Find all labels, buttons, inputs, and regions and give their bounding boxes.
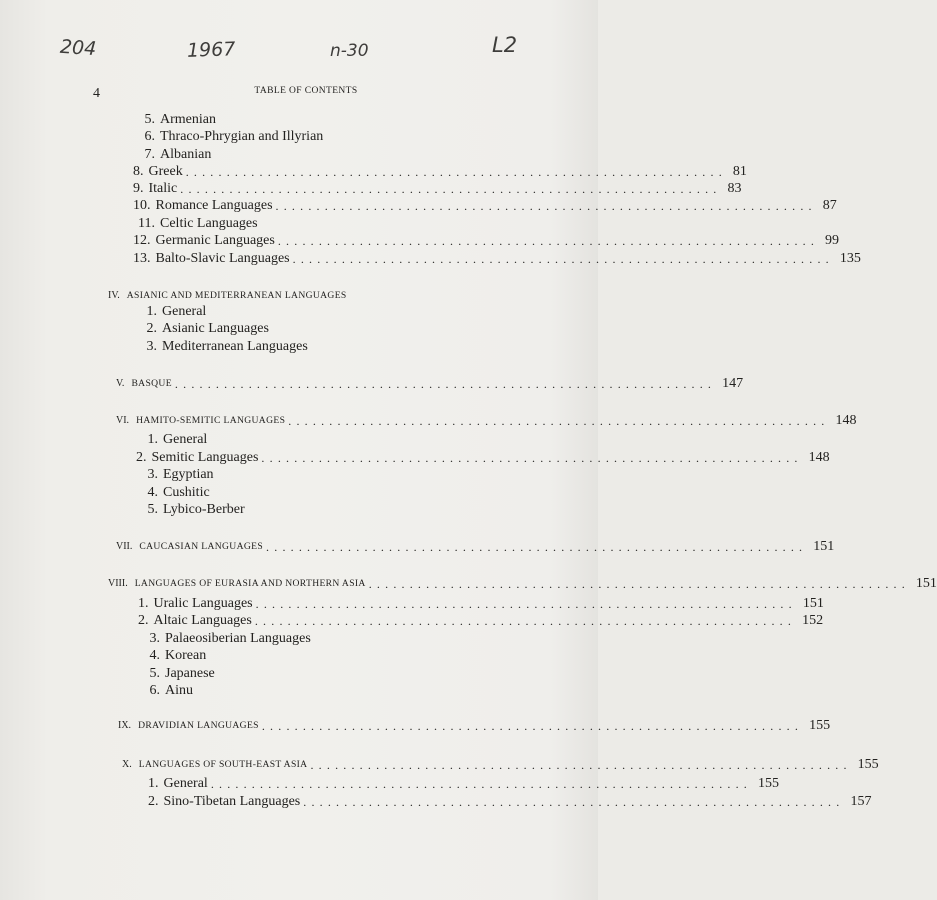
toc-entry: 5. Armenian xyxy=(144,112,216,127)
toc-entry: 13. Balto-Slavic Languages .................................................................. 135 xyxy=(133,251,861,266)
page-ref: 151 xyxy=(915,576,937,591)
toc-section: VII. CAUCASIAN LANGUAGES .................................................................. 151 xyxy=(116,539,835,554)
dot-leader: .................................................................. xyxy=(180,182,722,196)
toc-entry: 10. Romance Languages .................................................................. 87 xyxy=(133,198,837,213)
toc-entry: 3. Mediterranean Languages xyxy=(146,339,308,354)
toc-entry: 2. Altaic Languages .................................................................. 152 xyxy=(138,613,824,628)
page-ref: 157 xyxy=(850,794,872,809)
toc-entry: 1. Uralic Languages .................................................................. 151 xyxy=(138,596,824,611)
page-ref: 135 xyxy=(839,251,861,266)
dot-leader: .................................................................. xyxy=(261,451,803,465)
page-ref: 83 xyxy=(727,181,742,196)
toc-entry: 1. General xyxy=(147,432,208,447)
toc-section: IV. ASIANIC AND MEDITERRANEAN LANGUAGES xyxy=(108,290,347,301)
toc-section: IX. DRAVIDIAN LANGUAGES .................................................................. 155 xyxy=(118,718,831,733)
toc-entry: 9. Italic .................................................................. 83 xyxy=(133,181,742,196)
toc-entry: 2. Sino-Tibetan Languages .................................................................. 157 xyxy=(148,794,872,809)
dot-leader: .................................................................. xyxy=(254,614,797,628)
toc-entry: 1. General .................................................................. 155 xyxy=(148,776,780,791)
toc-section: VI. HAMITO-SEMITIC LANGUAGES .................................................................. 148 xyxy=(116,413,857,428)
page-number: 4 xyxy=(93,86,100,101)
page-ref: 81 xyxy=(732,164,747,179)
toc-section: X. LANGUAGES OF SOUTH-EAST ASIA .................................................................. 155 xyxy=(122,757,879,772)
dot-leader: .................................................................. xyxy=(292,252,834,266)
toc-entry: 6. Ainu xyxy=(149,683,193,698)
handwritten-note: 1967 xyxy=(186,38,236,62)
toc-entry: 5. Lybico-Berber xyxy=(147,502,245,517)
dot-leader: .................................................................. xyxy=(368,577,910,591)
page-ref: 151 xyxy=(802,596,824,611)
handwritten-note: L2 xyxy=(492,33,518,57)
page-ref: 87 xyxy=(822,198,837,213)
toc-entry: 12. Germanic Languages .................................................................. 99 xyxy=(133,233,840,248)
dot-leader: .................................................................. xyxy=(255,597,797,611)
toc-entry: 8. Greek .................................................................. 81 xyxy=(133,164,747,179)
dot-leader: .................................................................. xyxy=(266,540,808,554)
page-ref: 151 xyxy=(813,539,835,554)
handwritten-note: 204 xyxy=(59,35,97,61)
page-ref: 148 xyxy=(835,413,857,428)
page-ref: 147 xyxy=(722,376,744,391)
toc-section: VIII. LANGUAGES OF EURASIA AND NORTHERN ASIA .................................................................. 151 xyxy=(108,576,937,591)
page-ref: 155 xyxy=(809,718,831,733)
running-head: TABLE OF CONTENTS xyxy=(254,86,358,96)
toc-entry: 4. Korean xyxy=(149,648,207,663)
page-ref: 152 xyxy=(802,613,824,628)
toc-entry: 6. Thraco-Phrygian and Illyrian xyxy=(144,129,324,144)
toc-entry: 7. Albanian xyxy=(144,147,212,162)
dot-leader: .................................................................. xyxy=(261,719,804,733)
toc-section: V. BASQUE .................................................................. 147 xyxy=(116,376,744,391)
page-ref: 148 xyxy=(808,450,830,465)
toc-entry: 3. Palaeosiberian Languages xyxy=(149,631,311,646)
dot-leader: .................................................................. xyxy=(277,234,820,248)
dot-leader: .................................................................. xyxy=(275,199,817,213)
dot-leader: .................................................................. xyxy=(310,758,852,772)
dot-leader: .................................................................. xyxy=(185,165,727,179)
toc-entry: 1. General xyxy=(146,304,207,319)
page-ref: 155 xyxy=(758,776,780,791)
dot-leader: .................................................................. xyxy=(174,377,717,391)
dot-leader: .................................................................. xyxy=(210,777,753,791)
toc-entry: 2. Asianic Languages xyxy=(146,321,269,336)
toc-entry: 4. Cushitic xyxy=(147,485,210,500)
toc-entry: 3. Egyptian xyxy=(147,467,214,482)
dot-leader: .................................................................. xyxy=(288,414,830,428)
page-ref: 99 xyxy=(825,233,840,248)
toc-entry: 2. Semitic Languages .................................................................. 148 xyxy=(136,450,830,465)
toc-entry: 11. Celtic Languages xyxy=(138,216,258,231)
page-ref: 155 xyxy=(857,757,879,772)
toc-entry: 5. Japanese xyxy=(149,666,215,681)
dot-leader: .................................................................. xyxy=(303,795,845,809)
handwritten-note: n-30 xyxy=(330,41,369,61)
